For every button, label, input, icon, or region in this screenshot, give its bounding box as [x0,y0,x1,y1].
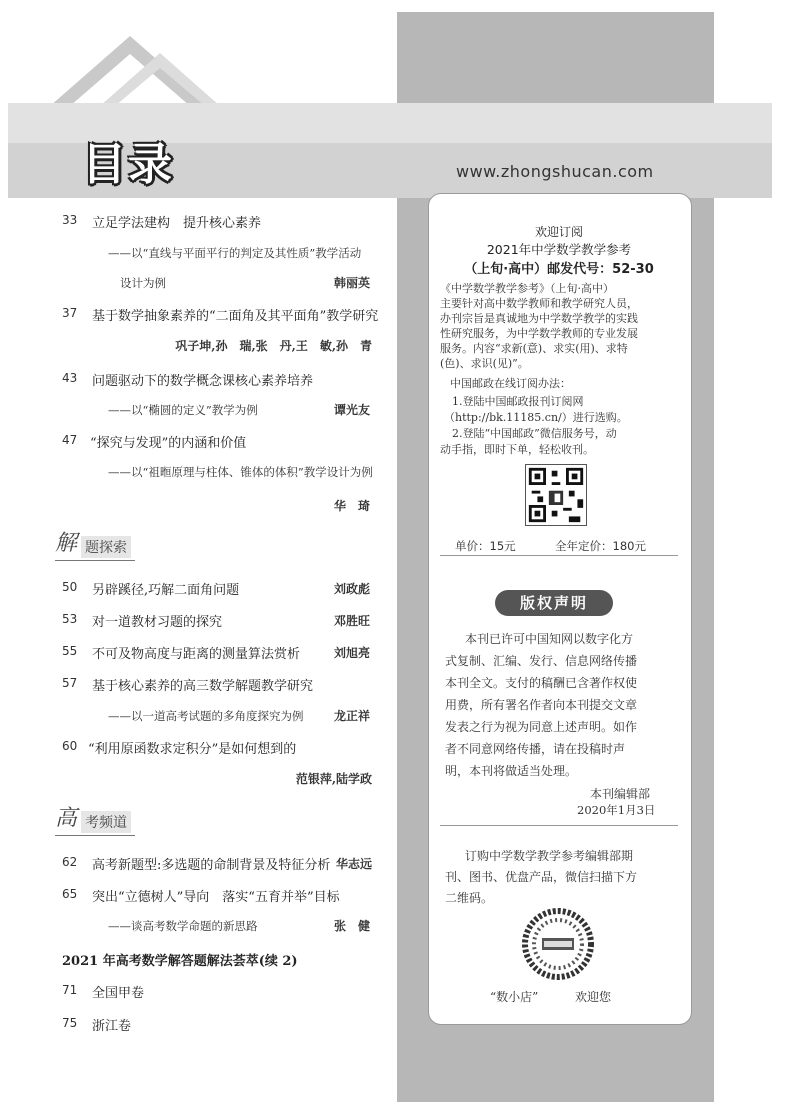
toc-page-number: 53 [62,612,78,626]
order-line: 订购中学数学教学参考编辑部期 [465,849,634,863]
toc-entry-title[interactable]: 基于数学抽象素养的“二面角及其平面角”教学研究 [92,309,379,324]
toc-entry-title[interactable]: 突出“立德树人”导向 落实“五育并举”目标 [92,890,340,905]
toc-page-number: 55 [62,644,78,658]
toc-entry-title[interactable]: 基于核心素养的高三数学解题教学研究 [92,679,314,694]
toc-entry-author: 华 琦 [333,499,370,513]
shop-name: “数小店” [490,990,539,1004]
panel-method-line[interactable]: （http://bk.11185.cn/）进行选购。 [444,411,628,424]
section-header-text: 考频道 [81,811,131,833]
section-header-big-char: 高 [55,806,78,831]
panel-divider [440,555,678,556]
toc-entry-author: 刘政彪 [333,582,370,596]
signature-date: 2020年1月3日 [577,803,656,817]
section-header-big-char: 解 [55,531,78,556]
toc-page-number: 47 [62,433,78,447]
toc-entry-author: 华志远 [335,857,372,871]
copyright-line: 用费，所有署名作者向本刊提交文章 [445,698,638,712]
panel-journal-name: 2021年中学数学教学参考 [486,242,632,257]
panel-method-line: 1.登陆中国邮政报刊订阅网 [452,395,584,408]
toc-page-number: 33 [62,213,78,227]
copyright-banner: 版权声明 [495,590,613,616]
qr-code-subscribe[interactable] [525,464,587,526]
toc-page-number: 71 [62,983,78,997]
toc-entry-author: 韩丽英 [333,276,370,290]
section-header-exam-channel [55,805,135,836]
panel-method-line: 2.登陆“中国邮政”微信服务号，动 [452,427,617,440]
toc-entry-subtitle: ——以“祖暅原理与柱体、锥体的体积”教学设计为例 [108,465,373,479]
toc-entry-subtitle: ——谈高考数学命题的新思路 [108,919,258,933]
toc-entry-title[interactable]: 问题驱动下的数学概念课核心素养培养 [92,374,314,389]
price-single: 单价：15元 [455,539,516,553]
toc-page-number: 65 [62,887,78,901]
page-title: 目录 [82,139,174,190]
panel-intro-line: 《中学数学教学参考》（上旬·高中） [440,282,614,295]
order-line: 刊、图书、优盘产品，微信扫描下方 [445,870,638,884]
roof-decoration [40,28,240,108]
copyright-line: 者不同意网络传播，请在投稿时声 [445,742,626,756]
toc-entry-subtitle: ——以“椭圆的定义”教学为例 [108,403,258,417]
toc-entry-author: 巩子坤,孙 瑞,张 丹,王 敏,孙 青 [175,339,372,353]
price-year: 全年定价：180元 [555,539,646,553]
panel-welcome: 欢迎订阅 [534,225,583,239]
toc-entry-title[interactable]: “探究与发现”的内涵和价值 [90,436,247,451]
toc-page-number: 57 [62,676,78,690]
toc-page-number: 50 [62,580,78,594]
copyright-line: 本刊全文。支付的稿酬已含著作权使 [445,676,638,690]
editorial-signature: 本刊编辑部 [590,787,651,801]
toc-entry-author: 龙正祥 [333,709,370,723]
toc-page-number: 43 [62,371,78,385]
section-header-problem-solving [55,530,135,561]
toc-entry-subtitle: ——以一道高考试题的多角度探究为例 [108,709,304,723]
toc-page-number: 60 [62,739,78,753]
panel-postal-code: （上旬·高中）邮发代号：52-30 [464,262,654,277]
toc-page-number: 37 [62,306,78,320]
copyright-line: 明，本刊将做适当处理。 [445,764,578,778]
website-url[interactable]: www.zhongshucan.com [456,162,654,181]
toc-page-number: 62 [62,855,78,869]
toc-entry-title[interactable]: 高考新题型:多选题的命制背景及特征分析 [92,858,331,873]
panel-intro-line: 主要针对高中数学教师和教学研究人员， [440,297,638,310]
panel-intro-line: (色)、求识(见)”。 [440,357,529,370]
toc-entry-title[interactable]: 不可及物高度与距离的测量算法赏析 [92,647,301,662]
toc-entry-author: 范银萍,陆学政 [295,772,372,786]
panel-divider [440,825,678,826]
panel-intro-line: 服务。内容“求新(意)、求实(用)、求特 [440,342,628,355]
toc-entry-author: 张 健 [333,919,370,933]
toc-entry-subtitle-cont: 设计为例 [120,276,166,290]
panel-method-line: 动手指，即时下单，轻松收刊。 [440,443,594,456]
mini-program-code[interactable] [522,908,594,980]
toc-entry-title[interactable]: 立足学法建构 提升核心素养 [92,216,262,231]
section-header-text: 题探索 [81,536,131,558]
toc-page-number: 75 [62,1016,78,1030]
panel-intro-line: 性研究服务，为中学数学教师的专业发展 [440,327,638,340]
toc-entry-author: 谭光友 [333,403,370,417]
toc-entry-title[interactable]: “利用原函数求定积分”是如何想到的 [88,742,297,757]
copyright-line: 发表之行为视为同意上述声明。如作 [445,720,638,734]
toc-entry-title[interactable]: 全国甲卷 [92,986,145,1001]
order-line: 二维码。 [445,891,494,905]
copyright-line: 式复制、汇编、发行、信息网络传播 [445,654,638,668]
toc-entry-author: 刘旭亮 [333,646,370,660]
toc-entry-title[interactable]: 另辟蹊径,巧解二面角问题 [92,583,240,598]
toc-entry-title[interactable]: 浙江卷 [92,1019,132,1034]
toc-entry-author: 邓胜旺 [333,614,370,628]
special-feature-title[interactable]: 2021 年高考数学解答题解法荟萃(续 2) [62,954,298,969]
panel-intro-line: 办刊宗旨是真诚地为中学数学教学的实践 [440,312,638,325]
copyright-line: 本刊已许可中国知网以数字化方 [465,632,634,646]
shop-welcome: 欢迎您 [575,990,612,1004]
toc-entry-subtitle: ——以“直线与平面平行的判定及其性质”教学活动 [108,246,362,260]
panel-method-title: 中国邮政在线订阅办法： [450,377,571,390]
toc-entry-title[interactable]: 对一道教材习题的探究 [92,615,223,630]
